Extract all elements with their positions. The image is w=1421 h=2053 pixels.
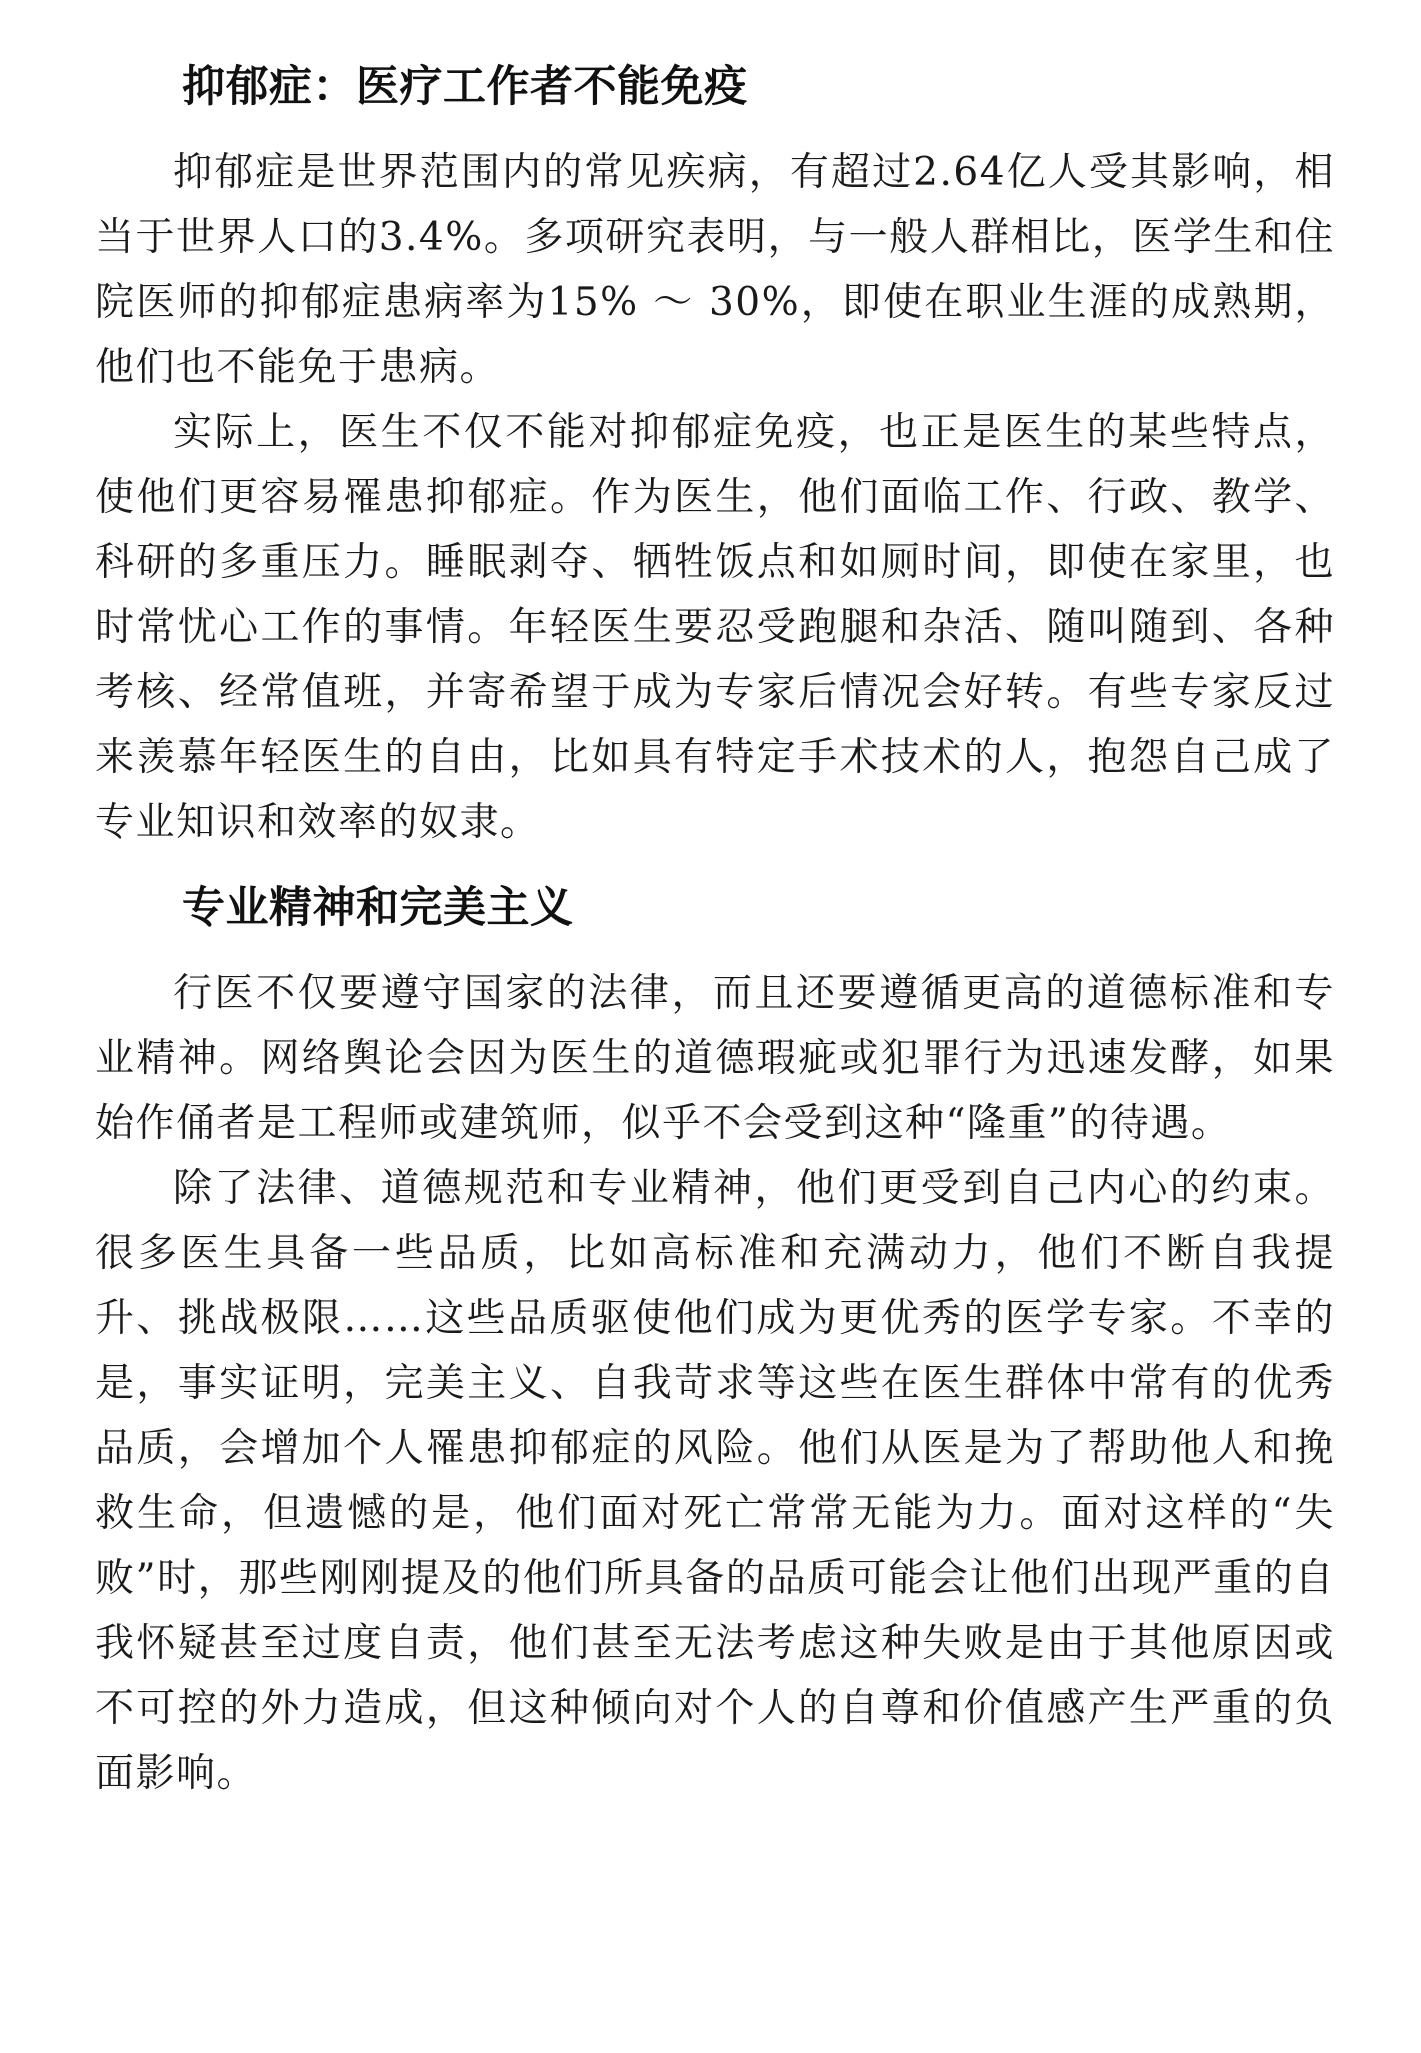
section-depression-immunity xyxy=(95,60,1335,855)
paragraph: 除了法律、道德规范和专业精神，他们更受到自己内心的约束。很多医生具备一些品质，比如高标准和充满动力，他们不断自我提升、挑战极限……这些品质驱使他们成为更优秀的医学专家。不幸的是，事实证明，完美主义、自我苛求等这些在医生群体中常有的优秀品质，会增加个人罹患抑郁症的风险。他们从医是为了帮助他人和挽救生命，但遗憾的是，他们面对死亡常常无能为力。面对这样的“失败”时，那些刚刚提及的他们所具备的品质可能会让他们出现严重的自我怀疑甚至过度自责，他们甚至无法考虑这种失败是由于其他原因或不可控的外力造成，但这种倾向对个人的自尊和价值感产生严重的负面影响。 xyxy=(95,1165,1335,1796)
paragraph: 实际上，医生不仅不能对抑郁症免疫，也正是医生的某些特点，使他们更容易罹患抑郁症。作为医生，他们面临工作、行政、教学、科研的多重压力。睡眠剥夺、牺牲饭点和如厕时间，即使在家里，也时常忧心工作的事情。年轻医生要忍受跑腿和杂活、随叫随到、各种考核、经常值班，并寄希望于成为专家后情况会好转。有些专家反过来羡慕年轻医生的自由，比如具有特定手术技术的人，抱怨自己成了专业知识和效率的奴隶。 xyxy=(95,409,1335,845)
document-page xyxy=(95,60,1335,1806)
section-heading: 专业精神和完美主义 xyxy=(182,882,574,933)
paragraph: 抑郁症是世界范围内的常见疾病，有超过2.64亿人受其影响，相当于世界人口的3.4%。多项研究表明，与一般人群相比，医学生和住院医师的抑郁症患病率为15% ～ 30%，即使在职业生涯的成熟期，他们也不能免于患病。 xyxy=(95,149,1335,390)
section-heading: 抑郁症：医疗工作者不能免疫 xyxy=(182,62,748,112)
paragraph: 行医不仅要遵守国家的法律，而且还要遵循更高的道德标准和专业精神。网络舆论会因为医生的道德瑕疵或犯罪行为迅速发酵，如果始作俑者是工程师或建筑师，似乎不会受到这种“隆重”的待遇。 xyxy=(95,970,1335,1146)
section-professionalism-perfectionism xyxy=(95,881,1335,1806)
